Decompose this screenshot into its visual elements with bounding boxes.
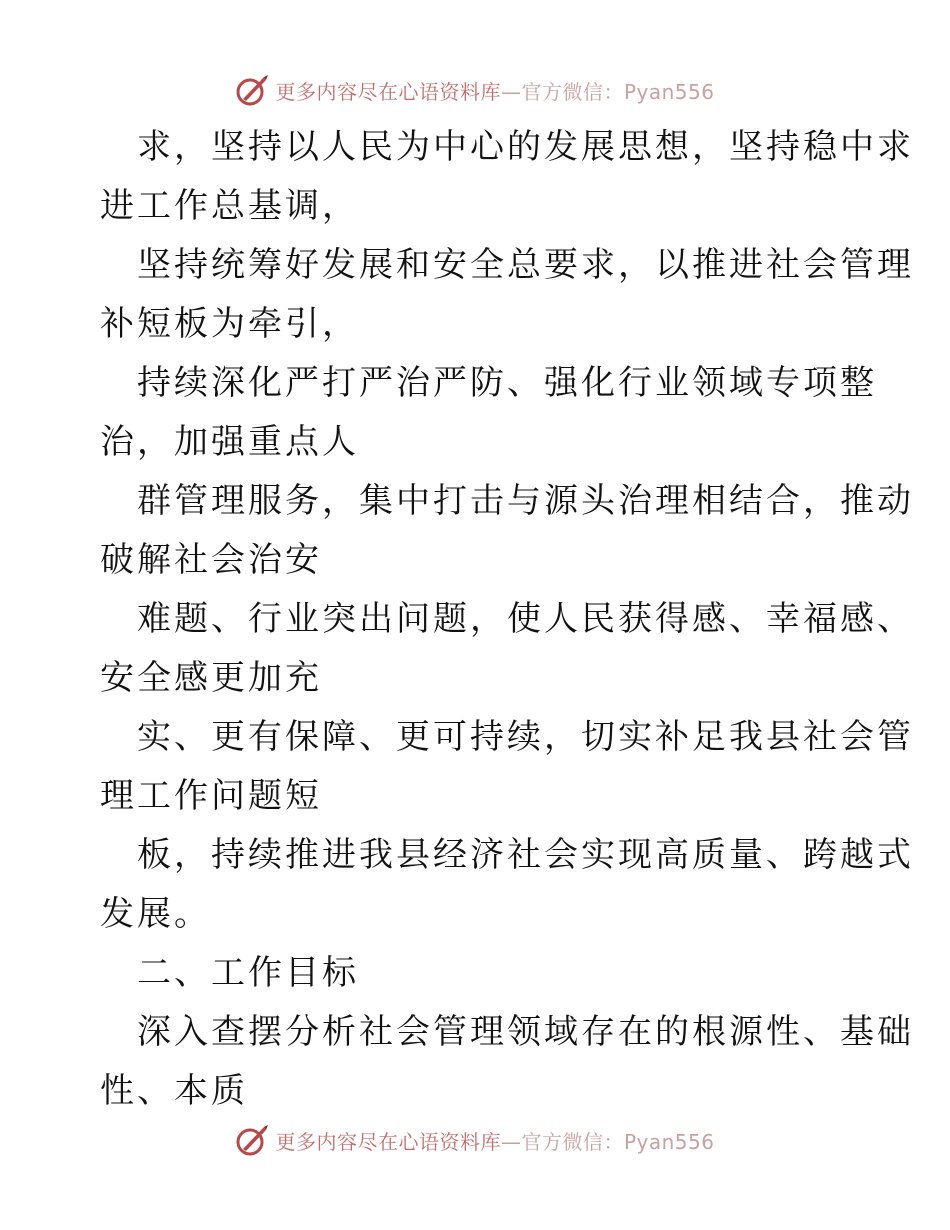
paragraph-line: 坚持统筹好发展和安全总要求，以推进社会管理: [137, 245, 914, 285]
watermark-suffix: —官方微信：Pyan556: [500, 1129, 715, 1154]
paragraph-line: 群管理服务，集中打击与源头治理相结合，推动: [137, 481, 914, 521]
quill-logo-icon: [235, 73, 269, 107]
paragraph-line: 板，持续推进我县经济社会实现高质量、跨越式: [137, 835, 914, 875]
paragraph-line: 理工作问题短: [100, 776, 322, 816]
paragraph-line: 安全感更加充: [100, 658, 322, 698]
paragraph-line: 性、本质: [100, 1071, 248, 1111]
paragraph-line: 实、更有保障、更可持续，切实补足我县社会管: [137, 717, 914, 757]
paragraph-line: 求，坚持以人民为中心的发展思想，坚持稳中求: [137, 127, 914, 167]
watermark-footer: [0, 1120, 950, 1160]
document-body: [100, 118, 914, 1121]
section-heading: 二、工作目标: [137, 953, 359, 993]
watermark-text: [275, 76, 714, 105]
watermark-brand: 更多内容尽在心语资料库: [275, 1129, 501, 1154]
watermark-text: [275, 1126, 714, 1155]
paragraph-line: 治，加强重点人: [100, 422, 359, 462]
paragraph-line: 进工作总基调，: [100, 186, 359, 226]
watermark-header: [0, 70, 950, 110]
paragraph-line: 难题、行业突出问题，使人民获得感、幸福感、: [137, 599, 914, 639]
paragraph-line: 补短板为牵引，: [100, 304, 359, 344]
paragraph-line: 持续深化严打严治严防、强化行业领域专项整: [137, 363, 877, 403]
paragraph-line: 深入查摆分析社会管理领域存在的根源性、基础: [137, 1012, 914, 1052]
watermark-brand: 更多内容尽在心语资料库: [275, 79, 501, 104]
paragraph-line: 破解社会治安: [100, 540, 322, 580]
watermark-suffix: —官方微信：Pyan556: [500, 79, 715, 104]
paragraph-line: 发展。: [100, 894, 211, 934]
quill-logo-icon: [235, 1123, 269, 1157]
